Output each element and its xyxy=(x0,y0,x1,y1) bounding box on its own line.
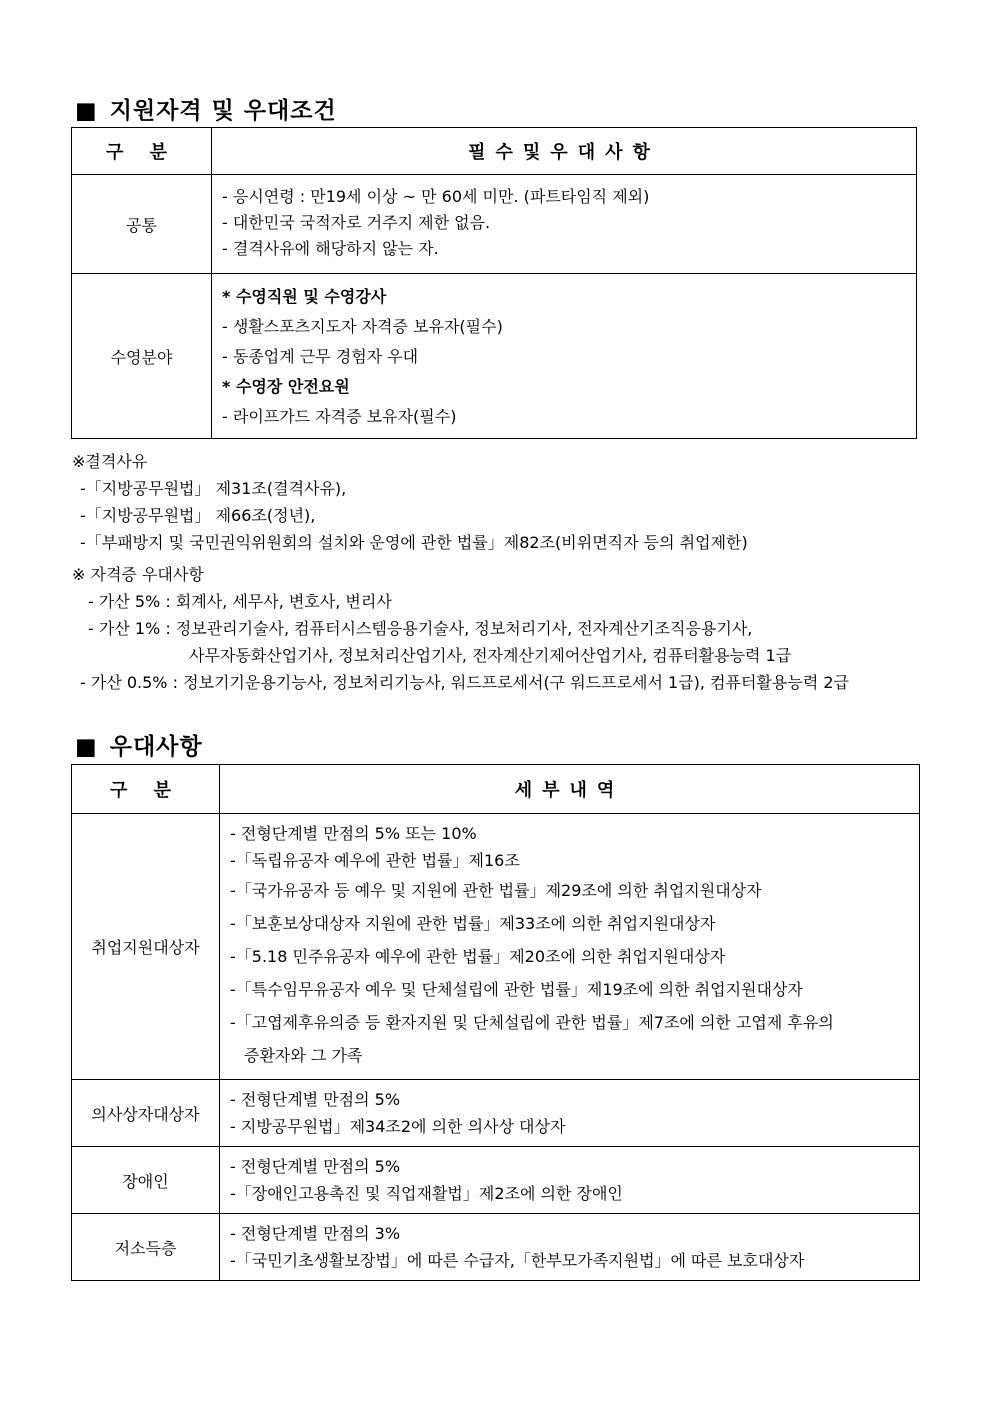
certificate-item: - 가산 0.5% : 정보기기운용기능사, 정보처리기능사, 워드프로세서(구 워드프로세서 1급), 컴퓨터활용능력 2급 xyxy=(80,673,850,692)
detail-line: - 생활스포츠지도자 자격증 보유자(필수) xyxy=(222,317,503,336)
row-details xyxy=(220,1080,920,1147)
preferences-table xyxy=(71,764,920,1281)
section-heading-preferences xyxy=(75,728,203,761)
row-category: 취업지원대상자 xyxy=(72,814,220,1080)
table-header-row xyxy=(72,128,917,175)
header-details: 필수및우대사항 xyxy=(212,128,917,175)
row-details xyxy=(220,1214,920,1281)
row-category: 의사상자대상자 xyxy=(72,1080,220,1147)
disqualification-title: ※결격사유 xyxy=(72,452,148,471)
row-details xyxy=(212,175,917,274)
table-row xyxy=(72,1214,920,1281)
certificate-item: - 가산 1% : 정보관리기술사, 컴퓨터시스템응용기술사, 정보처리기사, 전자계산기조직응용기사, xyxy=(88,619,753,638)
detail-line: -「고엽제후유의증 등 환자지원 및 단체설립에 관한 법률」제7조에 의한 고엽제 후유의 xyxy=(230,1013,834,1032)
row-details xyxy=(220,814,920,1080)
table-row xyxy=(72,1080,920,1147)
header-category: 구 분 xyxy=(72,128,212,175)
detail-line: -「장애인고용촉진 및 직업재활법」제2조에 의한 장애인 xyxy=(230,1184,623,1203)
detail-line-continued: 증환자와 그 가족 xyxy=(244,1046,363,1065)
header-category: 구 분 xyxy=(72,765,220,814)
detail-line: - 전형단계별 만점의 3% xyxy=(230,1224,401,1243)
row-details xyxy=(212,274,917,439)
table-row xyxy=(72,175,917,274)
certificate-item: - 가산 5% : 회계사, 세무사, 변호사, 변리사 xyxy=(88,592,392,611)
detail-line: - 응시연령 : 만19세 이상 ~ 만 60세 미만. (파트타임직 제외) xyxy=(222,187,650,206)
disqualification-item: -「지방공무원법」 제66조(정년), xyxy=(80,506,316,525)
table-row xyxy=(72,274,917,439)
detail-subheading: * 수영직원 및 수영강사 xyxy=(222,287,387,306)
row-details xyxy=(220,1147,920,1214)
row-category: 저소득층 xyxy=(72,1214,220,1281)
row-category: 공통 xyxy=(72,175,212,274)
table-header-row xyxy=(72,765,920,814)
certificate-item-continued: 사무자동화산업기사, 정보처리산업기사, 전자계산기제어산업기사, 컴퓨터활용능력 1급 xyxy=(189,646,792,665)
detail-line: - 대한민국 국적자로 거주지 제한 없음. xyxy=(222,213,491,232)
row-category: 장애인 xyxy=(72,1147,220,1214)
detail-line: -「보훈보상대상자 지원에 관한 법률」제33조에 의한 취업지원대상자 xyxy=(230,914,716,933)
table-row xyxy=(72,814,920,1080)
certificate-title: ※ 자격증 우대사항 xyxy=(72,565,204,584)
detail-line: -「국민기초생활보장법」에 따른 수급자,「한부모가족지원법」에 따른 보호대상자 xyxy=(230,1251,805,1270)
section-title: 우대사항 xyxy=(109,734,203,760)
detail-line: -「5.18 민주유공자 예우에 관한 법률」제20조에 의한 취업지원대상자 xyxy=(230,947,726,966)
detail-line: -「특수임무유공자 예우 및 단체설립에 관한 법률」제19조에 의한 취업지원대상자 xyxy=(230,980,803,999)
square-bullet-icon: ■ xyxy=(75,734,98,760)
detail-line: - 전형단계별 만점의 5% 또는 10% xyxy=(230,824,477,843)
qualifications-table xyxy=(71,127,917,439)
detail-line: -「독립유공자 예우에 관한 법률」제16조 xyxy=(230,851,520,870)
header-details: 세부내역 xyxy=(220,765,920,814)
row-category: 수영분야 xyxy=(72,274,212,439)
detail-line: -「국가유공자 등 예우 및 지원에 관한 법률」제29조에 의한 취업지원대상자 xyxy=(230,881,762,900)
detail-line: - 지방공무원법」제34조2에 의한 의사상 대상자 xyxy=(230,1117,566,1136)
detail-line: - 전형단계별 만점의 5% xyxy=(230,1157,401,1176)
detail-line: - 라이프가드 자격증 보유자(필수) xyxy=(222,407,457,426)
detail-line: - 결격사유에 해당하지 않는 자. xyxy=(222,239,439,258)
disqualification-item: -「부패방지 및 국민권익위원회의 설치와 운영에 관한 법률」제82조(비위면직자 등의 취업제한) xyxy=(80,533,748,552)
table-row xyxy=(72,1147,920,1214)
detail-line: - 동종업계 근무 경험자 우대 xyxy=(222,347,419,366)
section-heading-qualifications xyxy=(75,92,337,125)
detail-subheading: * 수영장 안전요원 xyxy=(222,377,350,396)
square-bullet-icon: ■ xyxy=(75,98,98,124)
notes-block xyxy=(72,448,849,696)
detail-line: - 전형단계별 만점의 5% xyxy=(230,1090,401,1109)
section-title: 지원자격 및 우대조건 xyxy=(109,98,337,124)
disqualification-item: -「지방공무원법」 제31조(결격사유), xyxy=(80,479,347,498)
